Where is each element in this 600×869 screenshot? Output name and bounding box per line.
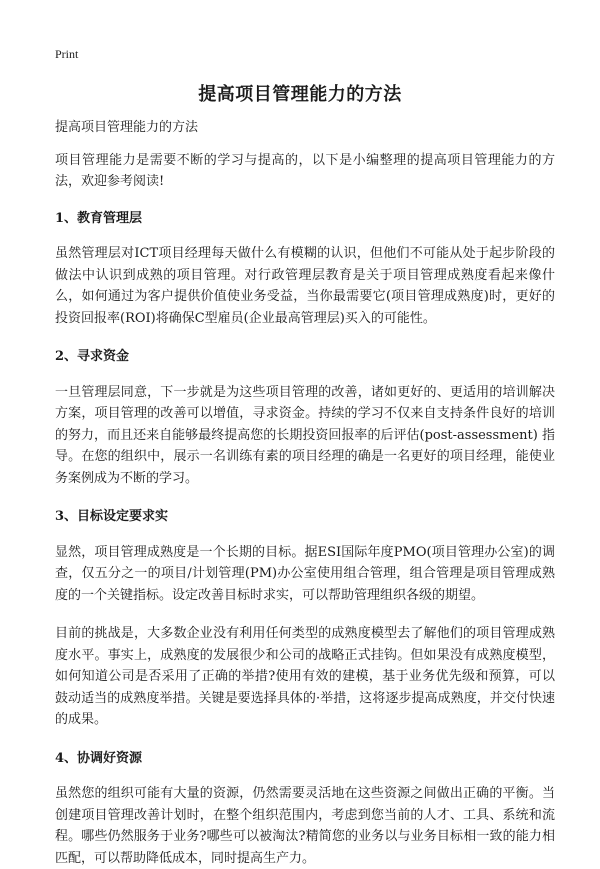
print-label[interactable]: Print: [55, 47, 79, 61]
section-paragraph: 虽然管理层对ICT项目经理每天做什么有模糊的认识，但他们不可能从处于起步阶段的做法中认识到成熟的项目管理。对行政管理层教育是关于项目管理成熟度看起来像什么，如何通过为客户提供价值使业务受益，当你最需要它(项目管理成熟度)时，更好的投资回报率(ROI)将确保C型雇员(企业最高管理层)买入的可能性。: [55, 246, 555, 326]
section-paragraph: 虽然您的组织可能有大量的资源，仍然需要灵活地在这些资源之间做出正确的平衡。当创建项目管理改善计划时，在整个组织范围内，考虑到您当前的人才、工具、系统和流程。哪些仍然服务于业务?哪些可以被淘汰?精简您的业务以与业务目标相一致的能力相匹配，可以帮助降低成本，同时提高生产力。: [55, 786, 555, 866]
article-body: [55, 117, 555, 869]
section-paragraph: 一旦管理层同意，下一步就是为这些项目管理的改善，诸如更好的、更适用的培训解决方案，项目管理的改善可以增值，寻求资金。持续的学习不仅来自支持条件良好的培训的努力，而且还来自能够最终提高您的长期投资回报率的后评估(post-assessment) 指导。在您的组织中，展示一名训练有素的项目经理的确是一名更好的项目经理，能使业务案例成为不断的学习。: [55, 384, 555, 486]
page-title: 提高项目管理能力的方法: [198, 84, 402, 105]
section-paragraph: 显然，项目管理成熟度是一个长期的目标。据ESI国际年度PMO(项目管理办公室)的调查，仅五分之一的项目/计划管理(PM)办公室使用组合管理，组合管理是项目管理成熟度的一个关键指标。设定改善目标时求实，可以帮助管理组织各级的期望。: [55, 544, 555, 603]
intro-paragraph: 项目管理能力是需要不断的学习与提高的，以下是小编整理的提高项目管理能力的方法，欢迎参考阅读!: [55, 152, 555, 189]
section-heading: 2、寻求资金: [55, 349, 130, 364]
article-subtitle: 提高项目管理能力的方法: [55, 120, 199, 135]
section-heading: 1、教育管理层: [55, 210, 143, 226]
section-paragraph: 目前的挑战是，大多数企业没有利用任何类型的成熟度模型去了解他们的项目管理成熟度水平。事实上，成熟度的发展很少和公司的战略正式挂钩。但如果没有成熟度模型，如何知道公司是否采用了正确的举措?使用有效的建模，基于业务优先级和预算，可以鼓动适当的成熟度举措。关键是要选择具体的·举措，这将逐步提高成熟度，并交付快速的成果。: [55, 626, 555, 727]
section-heading: 3、目标设定要求实: [55, 509, 169, 524]
section-heading: 4、协调好资源: [55, 750, 143, 766]
